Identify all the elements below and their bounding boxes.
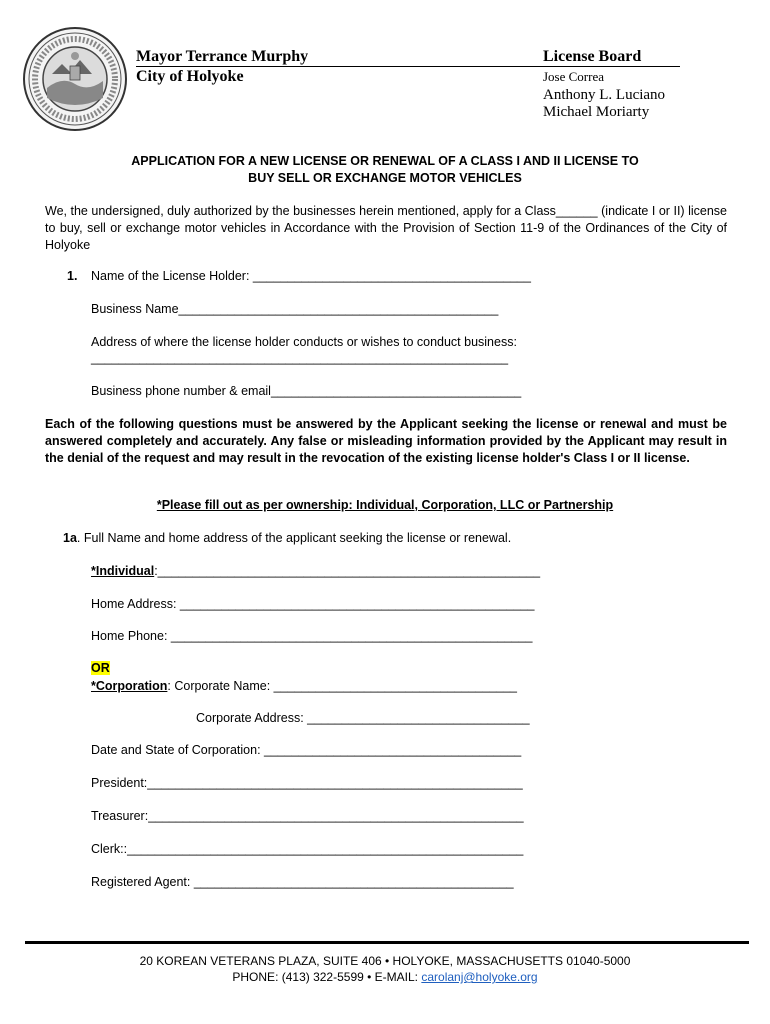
business-phone-email-field[interactable]: Business phone number & email____________________________________ — [91, 384, 522, 398]
corporate-name-line: : Corporate Name: ___________________________________ — [167, 679, 517, 693]
footer-phone: PHONE: (413) 322-5599 • E-MAIL: — [232, 970, 422, 984]
intro-paragraph: We, the undersigned, duly authorized by the businesses herein mentioned, apply for a Class______ (indicate I or II) license to buy, sell or exchange motor vehicles in Accordance with the Provision of Section 11-9 of the Ordinances of the City of Holyoke — [45, 204, 727, 252]
individual-field[interactable] — [91, 564, 540, 578]
individual-label: *Individual — [91, 564, 155, 578]
section-1a-number: 1a — [63, 531, 77, 545]
section-1a-text: . Full Name and home address of the applicant seeking the license or renewal. — [76, 531, 512, 545]
date-state-corporation-field[interactable]: Date and State of Corporation: _____________________________________ — [91, 743, 522, 757]
business-name-field[interactable]: Business Name______________________________________________ — [91, 302, 499, 316]
footer-divider — [25, 941, 749, 944]
individual-line: :_______________________________________________________ — [154, 564, 541, 578]
board-member-3: Michael Moriarty — [543, 104, 650, 120]
city-name: City of Holyoke — [136, 68, 244, 85]
footer-email-link[interactable]: carolanj@holyoke.org — [421, 970, 538, 984]
board-member-2: Anthony L. Luciano — [543, 87, 666, 103]
business-address-label: Address of where the license holder conducts or wishes to conduct business: — [91, 335, 517, 349]
corporate-name-field[interactable] — [91, 679, 517, 693]
application-title-line-2: BUY SELL OR EXCHANGE MOTOR VEHICLES — [248, 171, 522, 185]
or-separator: OR — [91, 661, 110, 675]
treasurer-field[interactable]: Treasurer:______________________________________________________ — [91, 809, 524, 823]
board-member-1: Jose Correa — [543, 69, 605, 84]
business-address-field[interactable]: ____________________________________________________________ — [91, 351, 509, 365]
ownership-note — [0, 498, 770, 512]
footer-contact — [0, 970, 770, 984]
header-divider — [136, 66, 680, 67]
home-phone-field[interactable]: Home Phone: ____________________________________________________ — [91, 629, 533, 643]
license-board-title: License Board — [543, 48, 642, 65]
footer-address: 20 KOREAN VETERANS PLAZA, SUITE 406 • HOLYOKE, MASSACHUSETTS 01040-5000 — [139, 954, 631, 968]
president-field[interactable]: President:______________________________________________________ — [91, 776, 523, 790]
city-seal-icon — [22, 26, 128, 132]
applicant-notice: Each of the following questions must be answered by the Applicant seeking the license or renewal and must be answered completely and accurately. Any false or misleading information provided by the Applicant may result in the denial of the request and may result in the revocation of the existing license holder's Class I or II license. — [45, 417, 727, 465]
corporation-label: *Corporation — [91, 679, 168, 693]
application-title-line-1: APPLICATION FOR A NEW LICENSE OR RENEWAL OF A CLASS I AND II LICENSE TO — [131, 154, 639, 168]
corporate-address-field[interactable]: Corporate Address: ________________________________ — [196, 711, 530, 725]
clerk-field[interactable]: Clerk::_________________________________________________________ — [91, 842, 524, 856]
section-1-number: 1. — [67, 269, 78, 283]
mayor-name: Mayor Terrance Murphy — [136, 48, 309, 65]
home-address-field[interactable]: Home Address: ___________________________________________________ — [91, 597, 535, 611]
ownership-note-text: *Please fill out as per ownership: Individual, Corporation, LLC or Partnership — [156, 498, 614, 512]
license-holder-field[interactable]: Name of the License Holder: ________________________________________ — [91, 269, 531, 283]
registered-agent-field[interactable]: Registered Agent: ______________________________________________ — [91, 875, 514, 889]
